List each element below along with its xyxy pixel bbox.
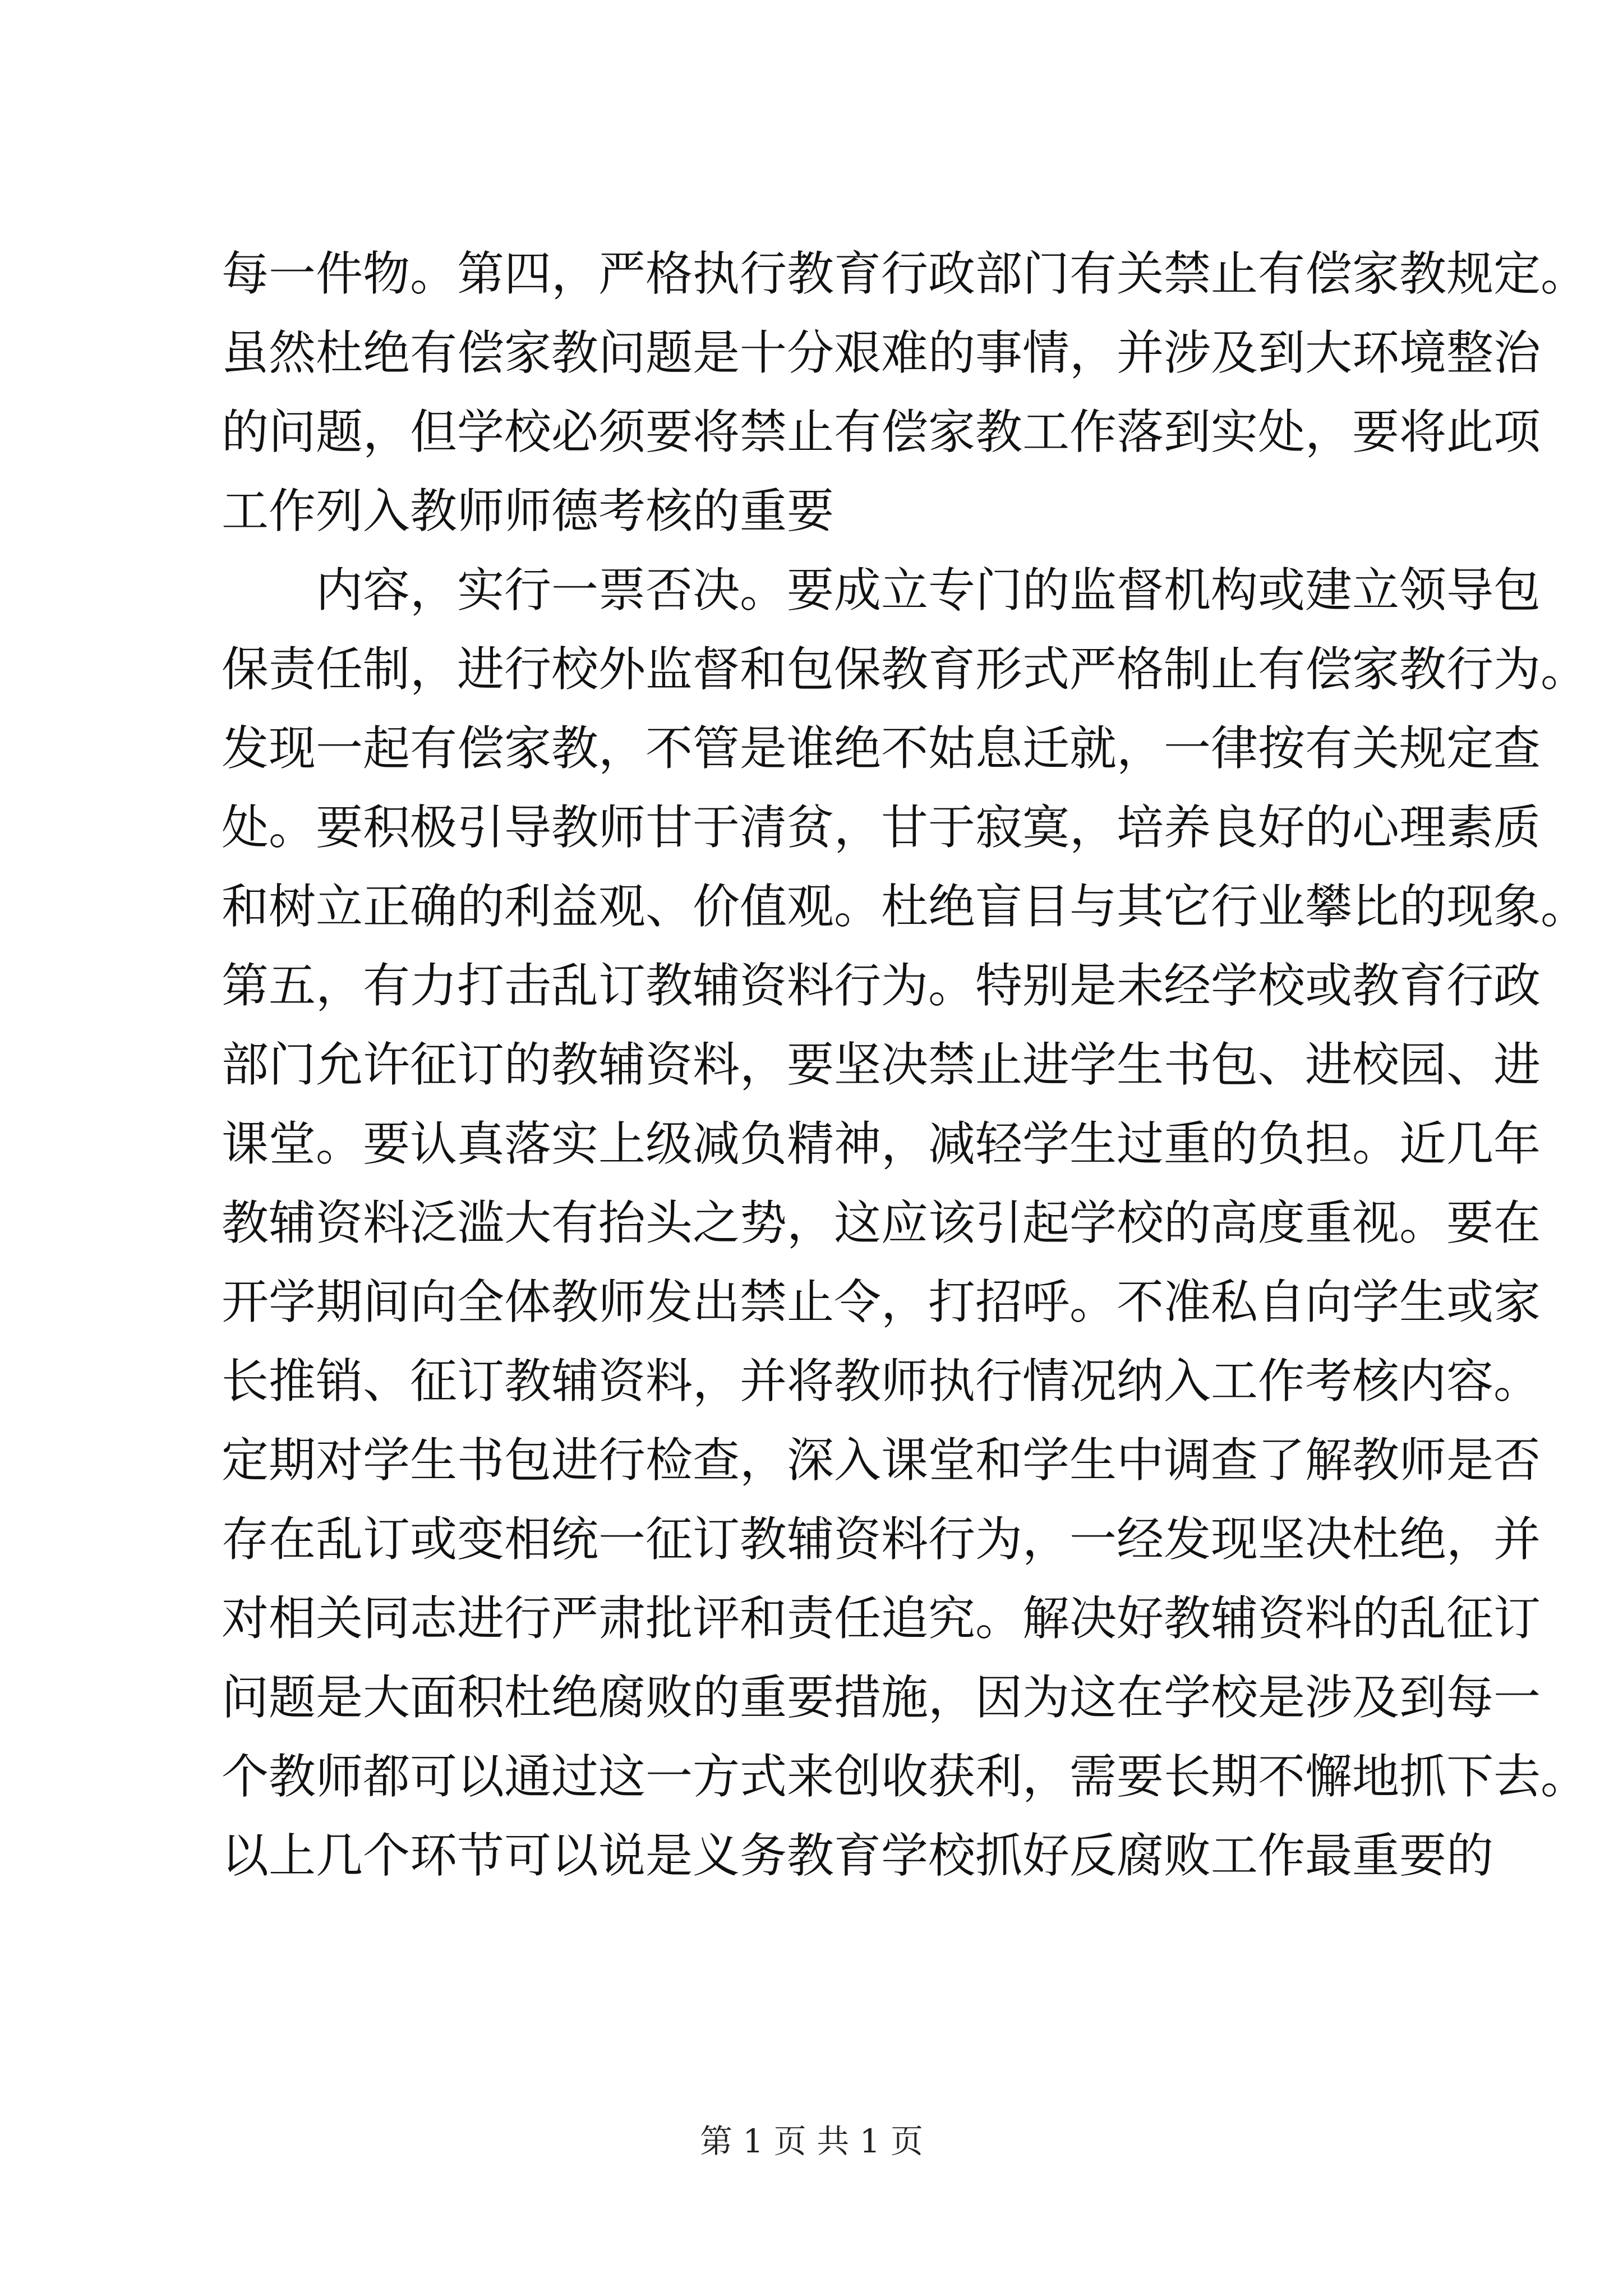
text-line: 第五，有力打击乱订教辅资料行为。特别是未经学校或教育行政 [222, 958, 1541, 1013]
text-line: 定期对学生书包进行检查，深入课堂和学生中调查了解教师是否 [222, 1433, 1541, 1488]
body-text [222, 234, 1588, 1895]
text-line: 处。要积极引导教师甘于清贫，甘于寂寞，培养良好的心理素质 [222, 800, 1541, 855]
text-line: 和树立正确的利益观、价值观。杜绝盲目与其它行业攀比的现象。 [222, 879, 1588, 934]
text-line: 发现一起有偿家教，不管是谁绝不姑息迁就，一律按有关规定查 [222, 721, 1541, 776]
text-line: 的问题，但学校必须要将禁止有偿家教工作落到实处，要将此项 [222, 404, 1541, 459]
text-line: 问题是大面积杜绝腐败的重要措施，因为这在学校是涉及到每一 [222, 1670, 1541, 1725]
page-footer [0, 2122, 1623, 2161]
text-line: 虽然杜绝有偿家教问题是十分艰难的事情，并涉及到大环境整治 [222, 325, 1541, 380]
text-line: 开学期间向全体教师发出禁止令，打招呼。不准私自向学生或家 [222, 1274, 1541, 1329]
text-line: 以上几个环节可以说是义务教育学校抓好反腐败工作最重要的 [222, 1828, 1494, 1883]
text-line: 工作列入教师师德考核的重要 [222, 484, 834, 539]
text-line: 课堂。要认真落实上级减负精神，减轻学生过重的负担。近几年 [222, 1116, 1541, 1171]
text-line: 教辅资料泛滥大有抬头之势，这应该引起学校的高度重视。要在 [222, 1195, 1541, 1250]
text-line: 长推销、征订教辅资料，并将教师执行情况纳入工作考核内容。 [222, 1354, 1541, 1409]
text-line: 存在乱订或变相统一征订教辅资料行为，一经发现坚决杜绝，并 [222, 1512, 1541, 1567]
text-line: 保责任制，进行校外监督和包保教育形式严格制止有偿家教行为。 [222, 642, 1588, 697]
page-number-label: 第 1 页 共 1 页 [700, 2122, 923, 2160]
text-line: 个教师都可以通过这一方式来创收获利，需要长期不懈地抓下去。 [222, 1749, 1588, 1804]
text-line: 每一件物。第四，严格执行教育行政部门有关禁止有偿家教规定。 [222, 246, 1588, 301]
text-line: 对相关同志进行严肃批评和责任追究。解决好教辅资料的乱征订 [222, 1591, 1541, 1646]
text-line-paragraph-start: 内容，实行一票否决。要成立专门的监督机构或建立领导包 [316, 563, 1541, 618]
text-line: 部门允许征订的教辅资料，要坚决禁止进学生书包、进校园、进 [222, 1037, 1541, 1092]
